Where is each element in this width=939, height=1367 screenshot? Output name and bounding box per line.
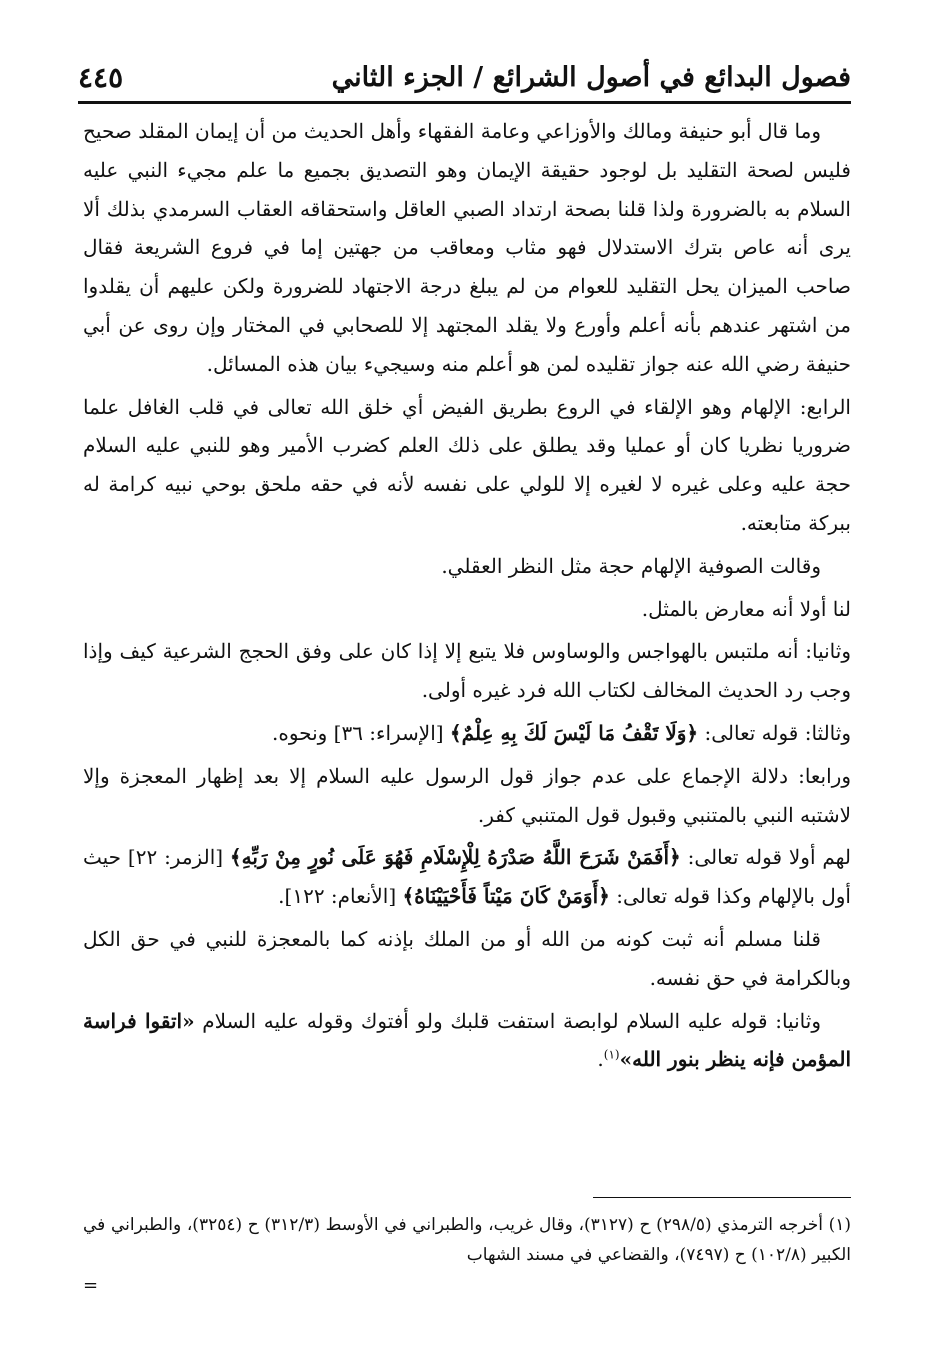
paragraph-8-lead: لهم أولا قوله تعالى: (680, 845, 851, 870)
paragraph-7: ورابعا: دلالة الإجماع على عدم جواز قول الرسول عليه السلام إلا بعد إظهار المعجزة وإلا لاشتبه النبي بالمتنبي وقبول قول المتنبي كفر. (83, 763, 851, 827)
paragraph-8-mid: [الزمر: ٢٢] حيث أول بالإلهام وكذا قوله تعالى: (83, 845, 851, 909)
hadith-quote: «اتقوا فراسة المؤمن فإنه ينظر بنور الله» (83, 1008, 851, 1072)
page-header (78, 50, 851, 98)
paragraph-6-ref: [الإسراء: ٣٦] ونحوه. (271, 720, 450, 745)
paragraph-10-lead: وثانيا: قوله عليه السلام لوابصة استفت قلبك ولو أفتوك وقوله عليه السلام (194, 1008, 821, 1033)
header-rule (78, 101, 851, 104)
paragraph-3: وقالت الصوفية الإلهام حجة مثل النظر العقلي. (441, 553, 821, 578)
paragraph-2: الرابع: الإلهام وهو الإلقاء في الروع بطريق الفيض أي خلق الله تعالى في قلب الغافل علما ضروريا نظريا كان أو عمليا وقد يطلق على ذلك العلم كضرب الأمير وهو للنبي عليه السلام حجة عليه وعلى غيره لا لغيره إلا للولي على نفسه لأنه في حقه ملحق بوحي نبيه كرامة له ببركة متابعته. (83, 394, 851, 535)
footnote-reference[interactable]: (١) (603, 1047, 620, 1062)
footnote-continuation-mark: = (83, 1275, 99, 1296)
main-text (83, 112, 851, 1083)
quran-verse: ﴿وَلَا تَقْفُ مَا لَيْسَ لَكَ بِهِ عِلْمٌ﴾ (449, 720, 699, 745)
quran-verse: ﴿أَفَمَنْ شَرَحَ اللَّهُ صَدْرَهُ لِلْإِسْلَامِ فَهُوَ عَلَى نُورٍ مِنْ رَبِّهِ﴾ (229, 845, 681, 870)
paragraph-8 (83, 838, 851, 916)
paragraph-6 (83, 714, 851, 753)
paragraph-1: وما قال أبو حنيفة ومالك والأوزاعي وعامة الفقهاء وأهل الحديث من أن إيمان المقلد صحيح فليس لصحة التقليد بل لوجود حقيقة الإيمان وهو التصديق بجميع ما علم مجيء النبي عليه السلام به بالضرورة ولذا قلنا بصحة ارتداد الصبي العاقل واستحقاقه العقاب السرمدي بذلك ألا يرى أنه عاص بترك الاستدلال فهو مثاب ومعاقب من جهتين إما في فروع الشريعة فقال صاحب الميزان يحل التقليد للعوام من لم يبلغ درجة الاجتهاد للضرورة ولكن عليهم أن يقلدوا من اشتهر عندهم بأنه أعلم وأورع ولا يقلد المجتهد إلا للصحابي في المختار وإن روى عن أبي حنيفة رضي الله عنه جواز تقليده لمن هو أعلم منه وسيجيء بيان هذه المسائل. (83, 119, 851, 376)
paragraph-9: قلنا مسلم أنه ثبت كونه من الله أو من الملك بإذنه كما بالمعجزة للنبي في حق الكل وبالكرامة في حق نفسه. (83, 926, 851, 990)
paragraph-10 (83, 1002, 851, 1080)
footnotes (83, 1210, 851, 1270)
paragraph-10-end: . (597, 1047, 604, 1072)
paragraph-4: لنا أولا أنه معارض بالمثل. (641, 596, 851, 621)
footnote-1: (١) أخرجه الترمذي (٢٩٨/٥) ح (٣١٢٧)، وقال غريب، والطبراني في الأوسط (٣١٢/٣) ح (٣٢٥٤)، والطبراني في الكبير (١٠٢/٨) ح (٧٤٩٧)، والقضاعي في مسند الشهاب (83, 1215, 852, 1265)
running-title: فصول البدائع في أصول الشرائع / الجزء الثاني (331, 62, 851, 93)
footnote-separator (593, 1197, 851, 1198)
paragraph-6-lead: وثالثا: قوله تعالى: (698, 720, 851, 745)
paragraph-8-ref: [الأنعام: ١٢٢]. (278, 884, 403, 909)
quran-verse: ﴿أَوَمَنْ كَانَ مَيْتاً فَأَحْيَيْنَاهُ﴾ (402, 884, 610, 909)
paragraph-5: وثانيا: أنه ملتبس بالهواجس والوساوس فلا يتبع إلا إذا كان على وفق الحجج الشرعية كيف وإذا وجب رد الحديث المخالف لكتاب الله فرد غيره أولى. (83, 639, 851, 703)
page-number: ٤٤٥ (78, 61, 124, 94)
